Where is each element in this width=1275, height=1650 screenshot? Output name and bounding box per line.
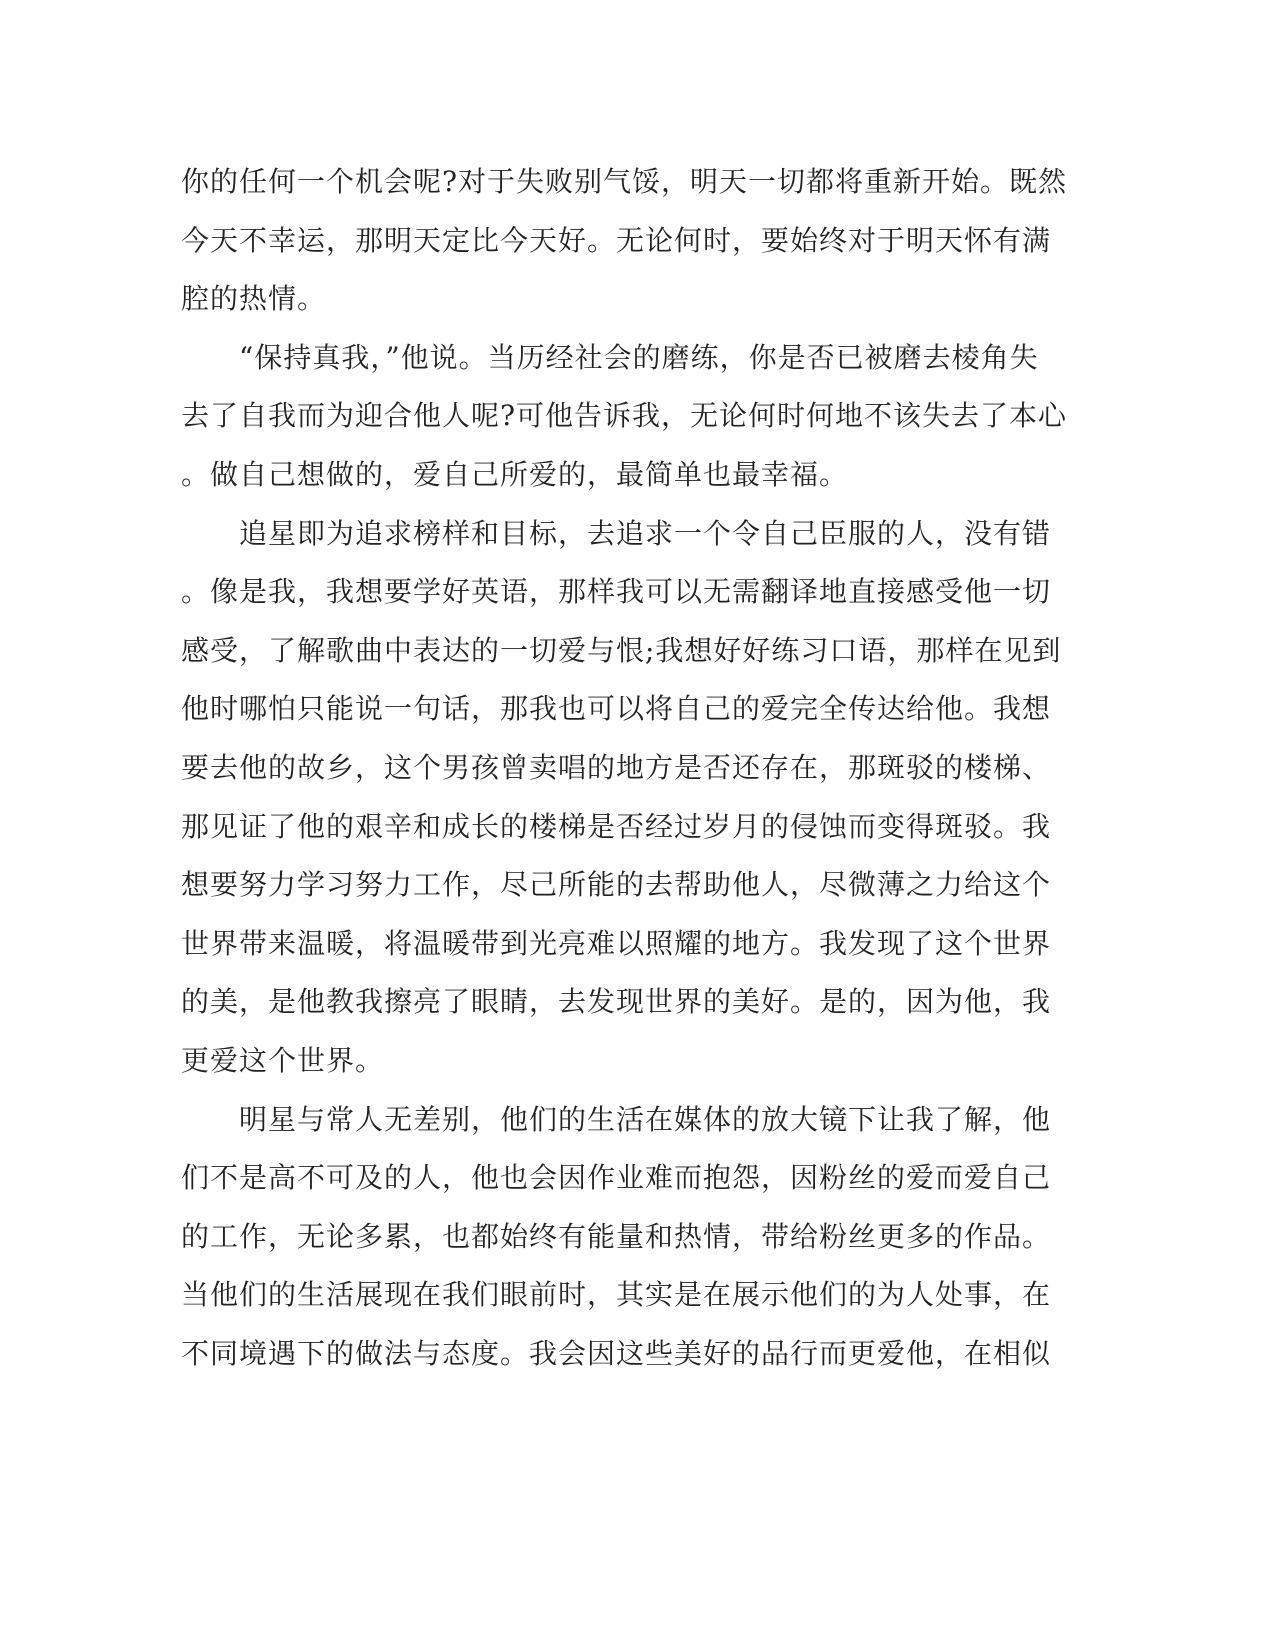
text-line: 世界带来温暖，将温暖带到光亮难以照耀的地方。我发现了这个世界	[181, 926, 1052, 960]
text-line: 当他们的生活展现在我们眼前时，其实是在展示他们的为人处事，在	[181, 1278, 1052, 1312]
text-line: “保持真我，”他说。当历经社会的磨练，你是否已被磨去棱角失	[181, 340, 1039, 374]
text-line: 。像是我，我想要学好英语，那样我可以无需翻译地直接感受他一切	[181, 575, 1052, 609]
text-line: 你的任何一个机会呢?对于失败别气馁，明天一切都将重新开始。既然	[181, 165, 1068, 198]
text-line: 不同境遇下的做法与态度。我会因这些美好的品行而更爱他，在相似	[181, 1336, 1052, 1370]
text-line: 那见证了他的艰辛和成长的楼梯是否经过岁月的侵蚀而变得斑驳。我	[181, 809, 1052, 843]
text-line: 去了自我而为迎合他人呢?可他告诉我，无论何时何地不该失去了本心	[181, 399, 1068, 433]
text-line: 想要努力学习努力工作，尽己所能的去帮助他人，尽微薄之力给这个	[181, 868, 1052, 902]
text-line: 。做自己想做的，爱自己所爱的，最简单也最幸福。	[181, 457, 849, 491]
text-line: 腔的热情。	[181, 282, 327, 316]
text-line: 他时哪怕只能说一句话，那我也可以将自己的爱完全传达给他。我想	[181, 692, 1052, 726]
text-line: 的美，是他教我擦亮了眼睛，去发现世界的美好。是的，因为他，我	[181, 985, 1052, 1019]
body-text	[181, 153, 1068, 1383]
text-line: 感受，了解歌曲中表达的一切爱与恨;我想好好练习口语，那样在见到	[181, 633, 1062, 667]
text-line: 要去他的故乡，这个男孩曾卖唱的地方是否还存在，那斑驳的楼梯、	[181, 750, 1052, 784]
text-line: 们不是高不可及的人，他也会因作业难而抱怨，因粉丝的爱而爱自己	[181, 1161, 1052, 1195]
text-line: 追星即为追求榜样和目标，去追求一个令自己臣服的人，没有错	[181, 516, 1052, 550]
text-line: 明星与常人无差别，他们的生活在媒体的放大镜下让我了解，他	[181, 1102, 1052, 1136]
text-line: 更爱这个世界。	[181, 1043, 385, 1077]
text-line: 的工作，无论多累，也都始终有能量和热情，带给粉丝更多的作品。	[181, 1219, 1052, 1253]
text-line: 今天不幸运，那明天定比今天好。无论何时，要始终对于明天怀有满	[181, 223, 1052, 257]
